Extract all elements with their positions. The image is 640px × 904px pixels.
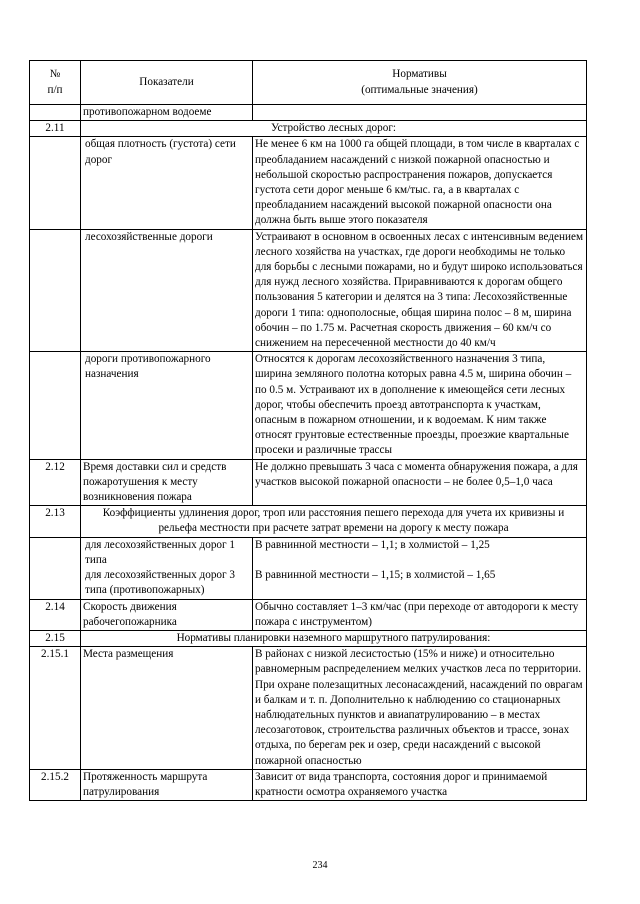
section-title: Нормативы планировки наземного маршрутного патрулирования: bbox=[81, 630, 587, 646]
row-number bbox=[30, 137, 81, 229]
table-row bbox=[30, 137, 587, 229]
row-indicator: лесохозяйственные дороги bbox=[81, 229, 253, 352]
row-norm: Относятся к дорогам лесохозяйственного назначения 3 типа, ширина земляного полотна которых равна 4.5 м, ширина обочин – по 0.5 м. Устраивают их в дополнение к имеющейся сети лесных дорог, чтобы обеспечить проезд автотранспорта к участкам, опасным в пожарном отношении, и к водоемам. К ним также относят грунтовые естественные проезды, проезжие квартальные просеки и различные трассы bbox=[253, 352, 587, 459]
table-row bbox=[30, 352, 587, 459]
row-norm: Не менее 6 км на 1000 га общей площади, в том числе в кварталах с преобладанием насаждений с низкой пожарной опасностью и небольшой скоростью распространения пожаров, допускается густота сети дорог меньше 6 км/тыс. га, а в кварталах с преобладанием насаждений высокой пожарной опасности она должна быть выше этого показателя bbox=[253, 137, 587, 229]
row-number: 2.12 bbox=[30, 459, 81, 506]
row-number: 2.13 bbox=[30, 506, 81, 537]
row-number bbox=[30, 105, 81, 121]
row-number: 2.11 bbox=[30, 121, 81, 137]
row-indicator: для лесохозяйственных дорог 1 типа для лесохозяйственных дорог 3 типа (противопожарных) bbox=[81, 537, 253, 599]
table-row bbox=[30, 769, 587, 800]
table-header-row bbox=[30, 61, 587, 105]
row-norm: Не должно превышать 3 часа с момента обнаружения пожара, а для участков высокой пожарной опасности – не более 0,5–1,0 часа bbox=[253, 459, 587, 506]
section-title: Коэффициенты удлинения дорог, троп или расстояния пешего перехода для учета их кривизны и рельефа местности при расчете затрат времени на дорогу к месту пожара bbox=[81, 506, 587, 537]
table-row bbox=[30, 229, 587, 352]
table-row bbox=[30, 599, 587, 630]
row-number: 2.15.1 bbox=[30, 647, 81, 770]
table-row bbox=[30, 459, 587, 506]
row-norm bbox=[253, 105, 587, 121]
table-row-section bbox=[30, 630, 587, 646]
section-title: Устройство лесных дорог: bbox=[81, 121, 587, 137]
row-indicator: Время доставки сил и средств пожаротушения к месту возникновения пожара bbox=[81, 459, 253, 506]
row-indicator: общая плотность (густота) сети дорог bbox=[81, 137, 253, 229]
row-indicator: противопожарном водоеме bbox=[81, 105, 253, 121]
row-norm: В равнинной местности – 1,1; в холмистой – 1,25 В равнинной местности – 1,15; в холмистой – 1,65 bbox=[253, 537, 587, 599]
row-number: 2.14 bbox=[30, 599, 81, 630]
header-number: № п/п bbox=[30, 61, 81, 105]
row-number bbox=[30, 352, 81, 459]
row-norm: Устраивают в основном в освоенных лесах с интенсивным ведением лесного хозяйства на участках, где дороги необходимы не только для борьбы с лесными пожарами, но и будут широко использоваться для нужд лесного хозяйства. Приравниваются к дорогам общего пользования 5 категории и делятся на 3 типа: Лесохозяйственные дороги 1 типа: однополосные, общая ширина полос – 8 м, ширина обочин – по 1.75 м. Расчетная скорость движения – 60 км/ч со снижением на пересеченной местности до 40 км/ч bbox=[253, 229, 587, 352]
page-number: 234 bbox=[312, 860, 328, 871]
row-indicator: дороги противопожарного назначения bbox=[81, 352, 253, 459]
row-number: 2.15 bbox=[30, 630, 81, 646]
row-indicator: Протяженность маршрута патрулирования bbox=[81, 769, 253, 800]
row-number bbox=[30, 229, 81, 352]
row-norm: Зависит от вида транспорта, состояния дорог и принимаемой кратности осмотра охраняемого участка bbox=[253, 769, 587, 800]
row-number bbox=[30, 537, 81, 599]
row-indicator: Места размещения bbox=[81, 647, 253, 770]
row-norm: Обычно составляет 1–3 км/час (при переходе от автодороги к месту пожара с инструментом) bbox=[253, 599, 587, 630]
table-row-section bbox=[30, 506, 587, 537]
row-norm: В районах с низкой лесистостью (15% и ниже) и относительно равномерным распределением мелких участков леса по территории. При охране полезащитных лесонасаждений, насаждений по оврагам и балкам и т. п. Дополнительно к наблюдению со стационарных наблюдательных пунктов и авиапатрулированию – в местах лесозаготовок, строительства различных объектов и трассе, зонах отдыха, по берегам рек и озер, среди насаждений с высокой пожарной опасностью bbox=[253, 647, 587, 770]
table-row bbox=[30, 647, 587, 770]
header-norm: Нормативы (оптимальные значения) bbox=[253, 61, 587, 105]
table-row bbox=[30, 537, 587, 599]
table-row-section bbox=[30, 121, 587, 137]
row-indicator: Скорость движения рабочегопожарника bbox=[81, 599, 253, 630]
row-number: 2.15.2 bbox=[30, 769, 81, 800]
table-row bbox=[30, 105, 587, 121]
header-indicator: Показатели bbox=[81, 61, 253, 105]
norms-table bbox=[29, 60, 587, 801]
